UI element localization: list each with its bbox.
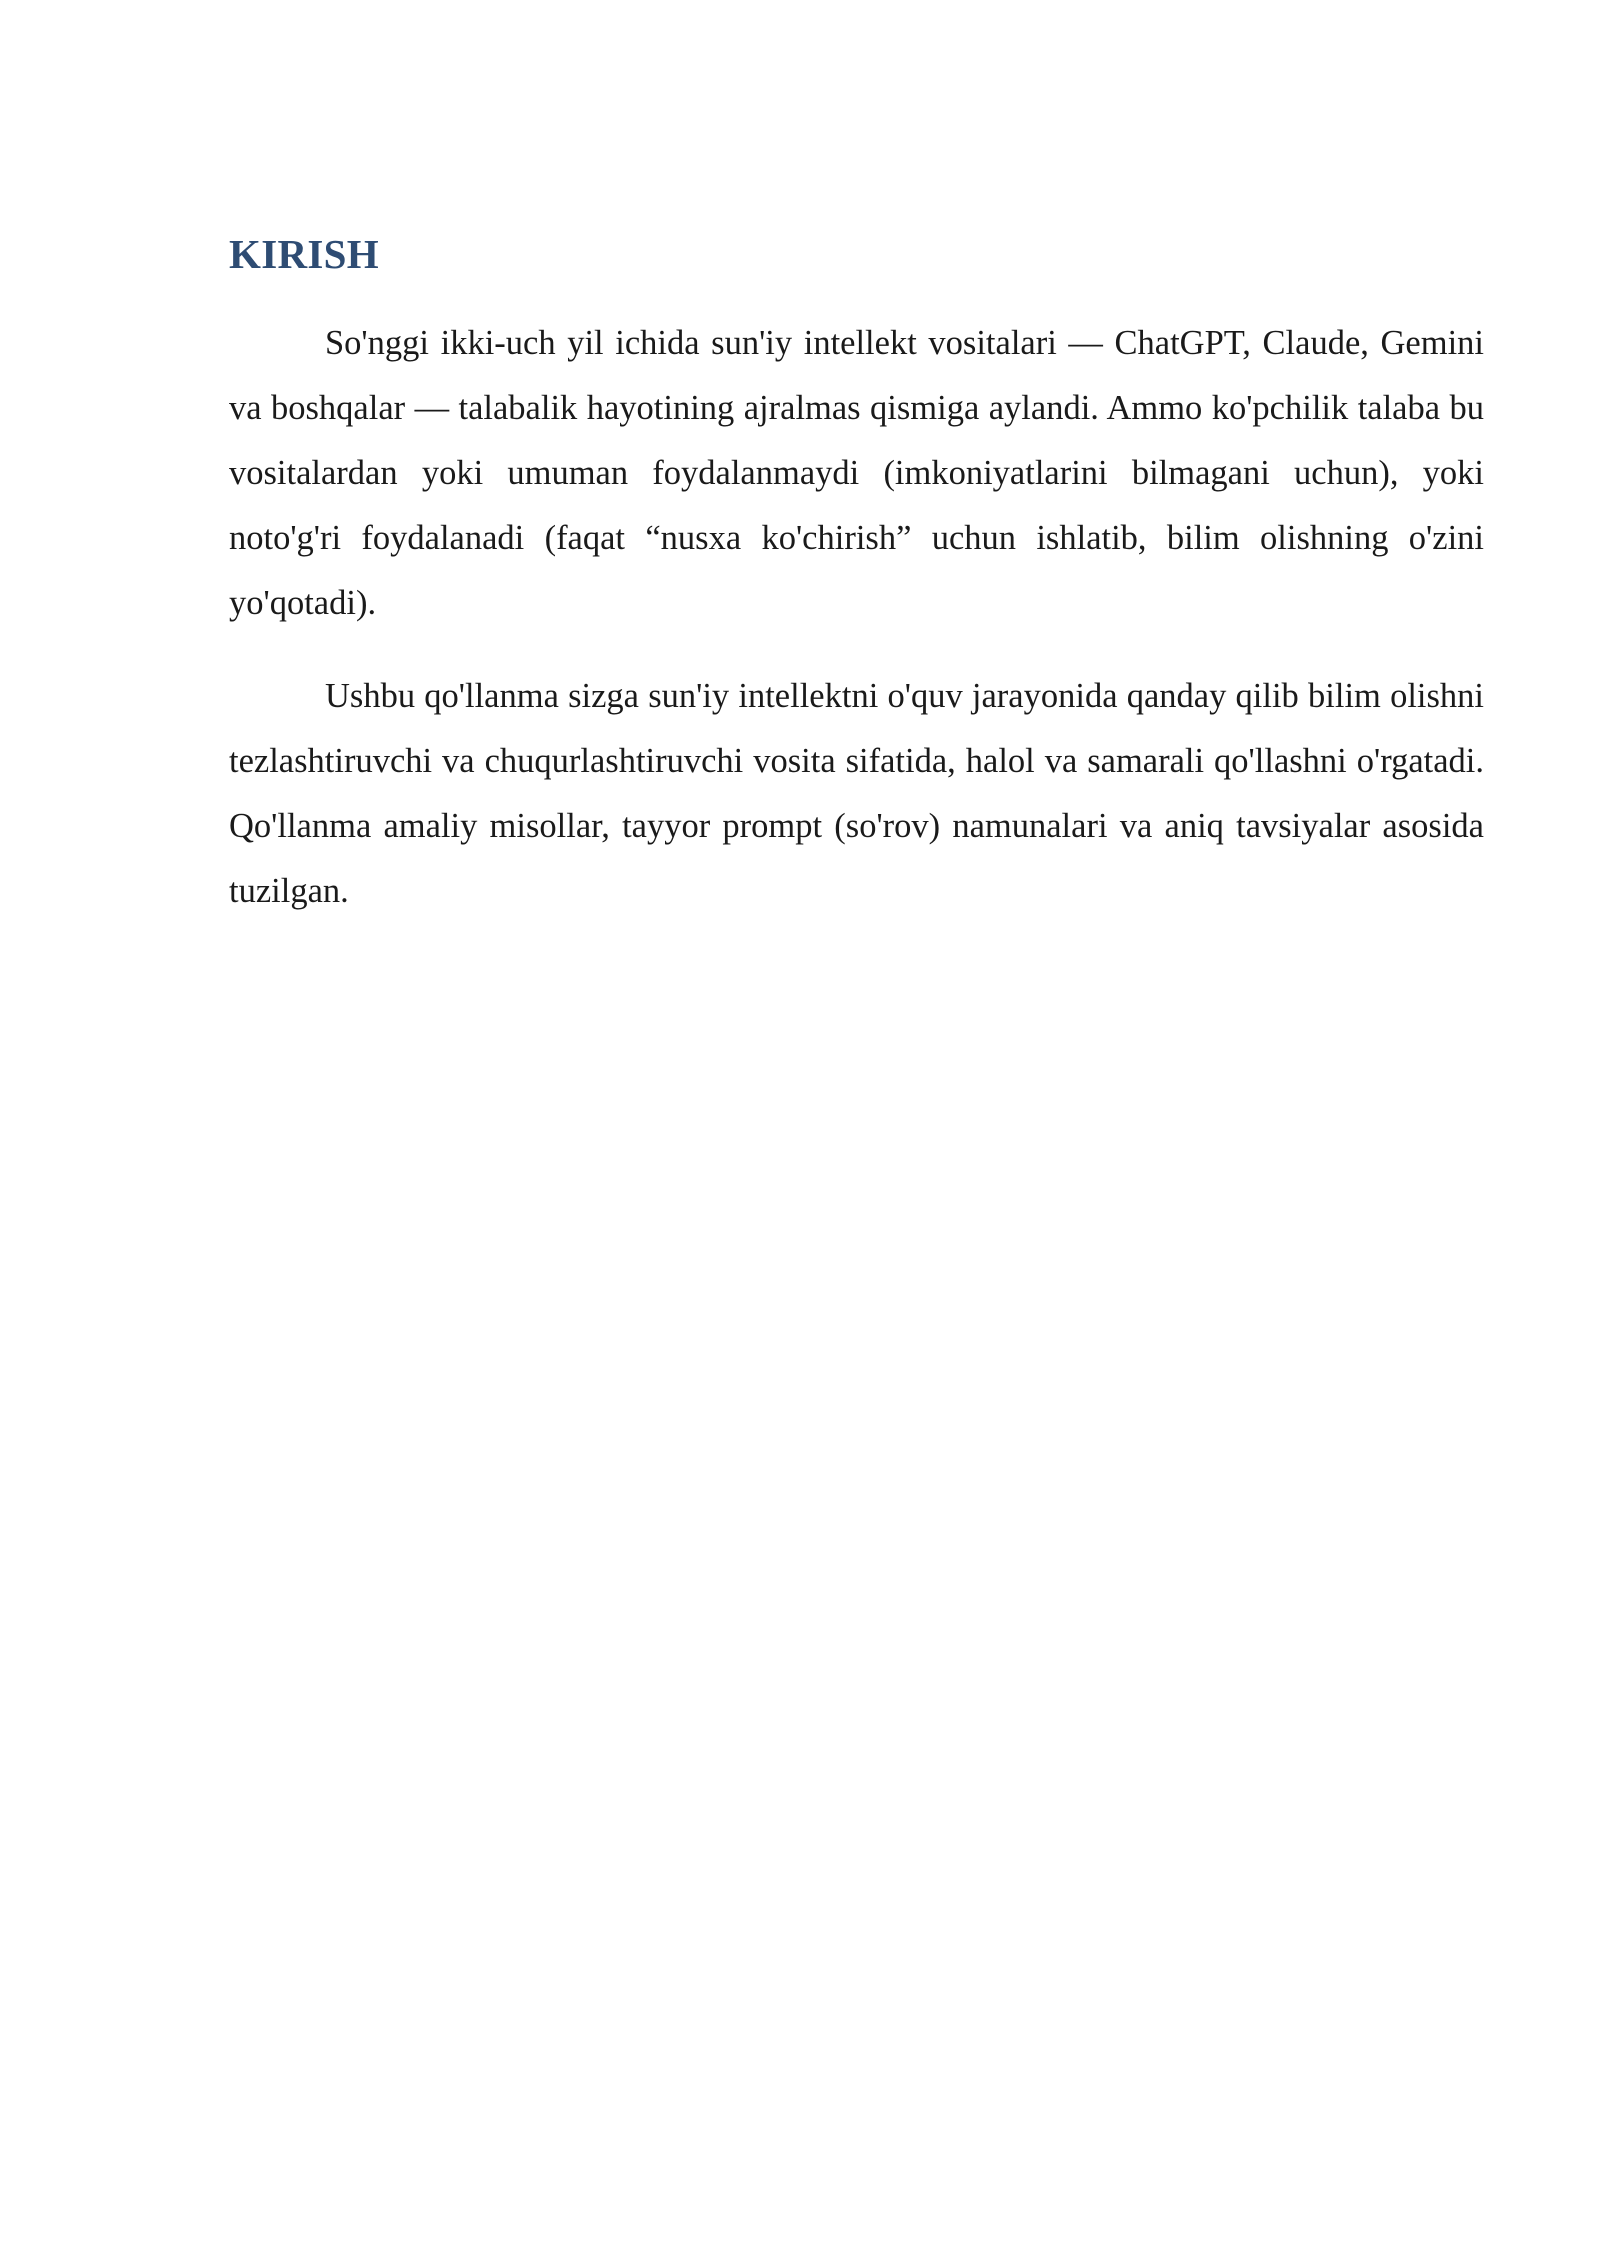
page-content [229, 226, 1484, 924]
intro-paragraph-2: Ushbu qo'llanma sizga sun'iy intellektni o'quv jarayonida qanday qilib bilim olishni tezlashtiruvchi va chuqurlashtiruvchi vosita sifatida, halol va samarali qo'llashni o'rgatadi. Qo'llanma amaliy misollar, tayyor prompt (so'rov) namunalari va aniq tavsiyalar asosida tuzilgan. [229, 677, 1484, 910]
intro-paragraph-1: So'nggi ikki-uch yil ichida sun'iy intellekt vositalari — ChatGPT, Claude, Gemini va boshqalar — talabalik hayotining ajralmas qismiga aylandi. Ammo ko'pchilik talaba bu vositalardan yoki umuman foydalanmaydi (imkoniyatlarini bilmagani uchun), yoki noto'g'ri foydalanadi (faqat “nusxa ko'chirish” uchun ishlatib, bilim olishning o'zini yo'qotadi). [229, 324, 1484, 622]
section-heading: KIRISH [229, 231, 379, 277]
